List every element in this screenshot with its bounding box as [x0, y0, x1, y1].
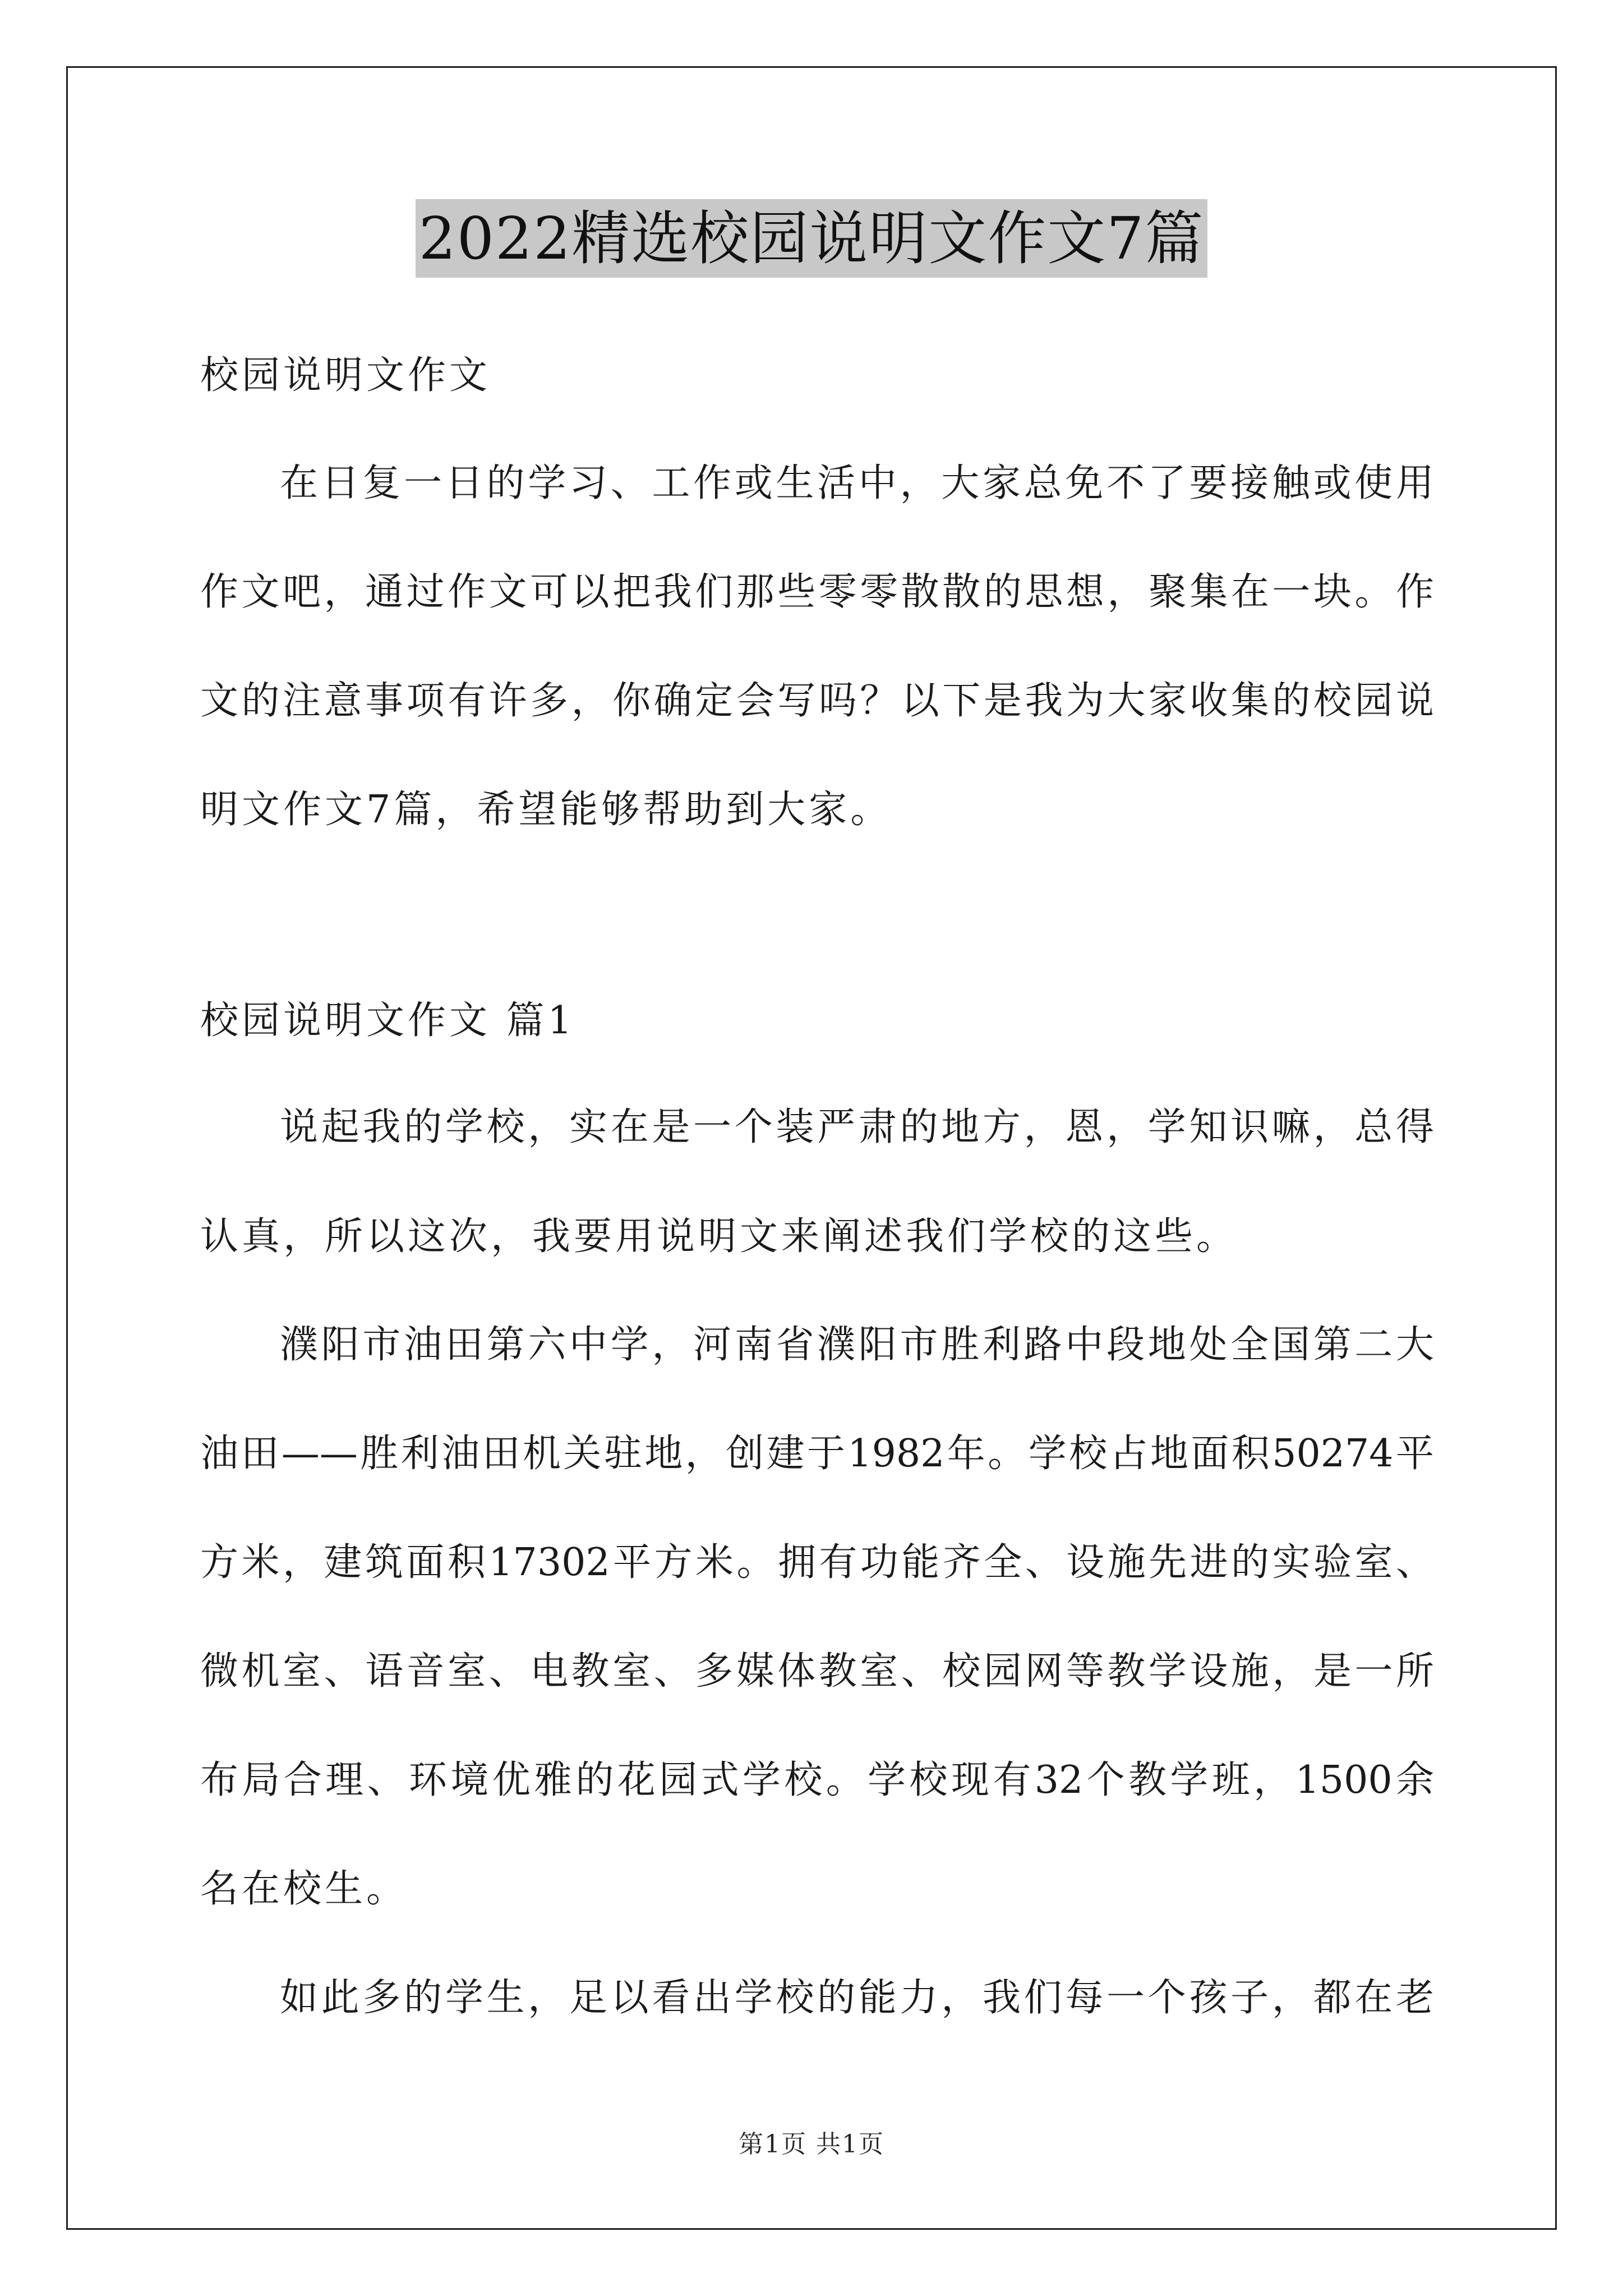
paragraph-line: 方米，建筑面积17302平方米。拥有功能齐全、设施先进的实验室、 — [200, 1540, 1434, 1585]
paragraph-line: 濮阳市油田第六中学，河南省濮阳市胜利路中段地处全国第二大 — [280, 1323, 1434, 1367]
paragraph-line: 认真，所以这次，我要用说明文来阐述我们学校的这些。 — [200, 1214, 1238, 1259]
document-title: 2022精选校园说明文作文7篇 — [416, 199, 1208, 278]
paragraph-line: 微机室、语音室、电教室、多媒体教室、校园网等教学设施，是一所 — [200, 1649, 1434, 1694]
title-container — [0, 199, 1623, 278]
page-footer: 第1页 共1页 — [739, 2130, 884, 2159]
section-heading: 校园说明文作文 — [200, 353, 491, 398]
intro-line: 在日复一日的学习、工作或生活中，大家总免不了要接触或使用 — [280, 461, 1434, 505]
chapter-heading: 校园说明文作文 篇1 — [200, 999, 575, 1043]
paragraph-line: 说起我的学校，实在是一个装严肃的地方，恩，学知识嘛，总得 — [280, 1105, 1434, 1149]
paragraph-line: 名在校生。 — [200, 1867, 408, 1911]
intro-line: 明文作文7篇，希望能够帮助到大家。 — [200, 788, 892, 832]
paragraph-line: 如此多的学生，足以看出学校的能力，我们每一个孩子，都在老 — [280, 1976, 1434, 2020]
paragraph-line: 油田——胜利油田机关驻地，创建于1982年。学校占地面积50274平 — [200, 1432, 1434, 1476]
intro-line: 文的注意事项有许多，你确定会写吗？以下是我为大家收集的校园说 — [200, 679, 1434, 723]
paragraph-line: 布局合理、环境优雅的花园式学校。学校现有32个教学班，1500余 — [200, 1758, 1434, 1802]
intro-line: 作文吧，通过作文可以把我们那些零零散散的思想，聚集在一块。作 — [200, 570, 1434, 614]
